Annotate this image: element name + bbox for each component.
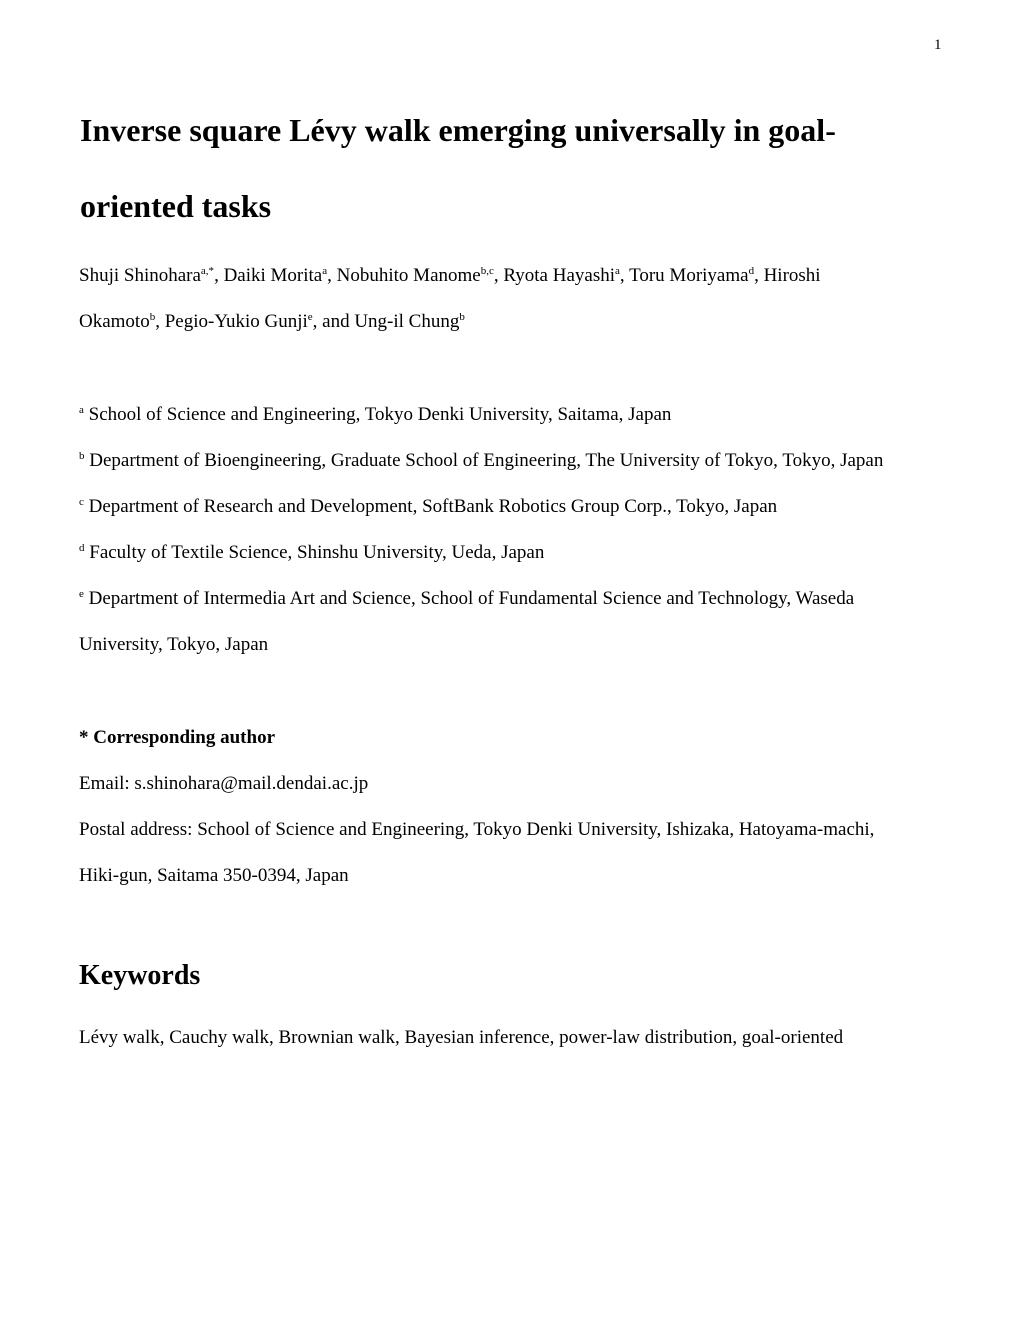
affiliation-label: c: [79, 496, 84, 508]
affiliation-d: [79, 541, 544, 565]
keywords-text: Lévy walk, Cauchy walk, Brownian walk, Bayesian inference, power-law distribution, goal-oriented: [79, 1027, 844, 1048]
title-line-1: Inverse square Lévy walk emerging universally in goal-: [80, 112, 836, 148]
author-name: Shuji Shinohara: [79, 265, 201, 286]
email-address: s.shinohara@mail.dendai.ac.jp: [134, 773, 369, 794]
postal-address-line-1: [79, 818, 874, 842]
affiliation-c: [79, 495, 777, 519]
author-affiliation-mark: e: [307, 311, 313, 323]
postal-label: Postal address:: [79, 819, 193, 840]
keywords-heading: Keywords: [79, 960, 201, 991]
author-affiliation-mark: d: [748, 265, 755, 277]
paper-title: [80, 92, 960, 244]
author-affiliation-mark: a: [322, 265, 328, 277]
affiliation-e-continuation: University, Tokyo, Japan: [79, 634, 269, 655]
affiliation-text: Department of Bioengineering, Graduate School of Engineering, The University of Tokyo, Tokyo, Japan: [89, 450, 884, 471]
author-affiliation-mark: a: [615, 265, 620, 277]
author-affiliation-mark: b: [149, 311, 156, 323]
affiliation-text: Department of Research and Development, SoftBank Robotics Group Corp., Tokyo, Japan: [88, 496, 778, 517]
affiliation-label: e: [79, 588, 84, 600]
affiliation-label: a: [79, 404, 84, 416]
author-name: Daiki Morita: [223, 265, 323, 286]
affiliation-e: [79, 587, 854, 611]
author-name: Nobuhito Manome: [336, 265, 481, 286]
author-line-2: Okamoto$^b$, Pegio-Yukio Gunji$^e$, and Ung-il Chung$^b$: [79, 311, 465, 332]
affiliation-a: [79, 403, 671, 427]
affiliation-b: [79, 449, 883, 473]
affiliation-label: d: [79, 542, 85, 554]
author-name: Ryota Hayashi: [503, 265, 615, 286]
author-affiliation-mark: b: [459, 311, 465, 323]
affiliation-label: b: [79, 450, 85, 462]
author-affiliation-mark: a,*: [200, 265, 215, 277]
author-name: Ung-il Chung: [354, 311, 460, 332]
author-name: Okamoto: [79, 311, 150, 332]
email-line: [79, 772, 368, 796]
page-number: 1: [934, 37, 942, 53]
corresponding-author-heading: * Corresponding author: [79, 727, 276, 748]
postal-address-line-2: Hiki-gun, Saitama 350-0394, Japan: [79, 865, 349, 886]
author-line-1: Shuji Shinohara$^{a,*}$, Daiki Morita$^a$, Nobuhito Manome$^{b,c}$, Ryota Hayashi$^a$, Toru Moriyama$^d$, Hiroshi: [79, 265, 821, 286]
author-name: Pegio-Yukio Gunji: [164, 311, 308, 332]
title-line-2: oriented tasks: [80, 188, 272, 224]
author-affiliation-mark: b,c: [480, 265, 494, 277]
affiliation-text: School of Science and Engineering, Tokyo Denki University, Saitama, Japan: [88, 404, 672, 425]
affiliation-text: Department of Intermedia Art and Science, School of Fundamental Science and Technology, Waseda: [88, 588, 855, 609]
email-label: Email:: [79, 773, 130, 794]
author-name: Toru Moriyama: [629, 265, 749, 286]
affiliation-text: Faculty of Textile Science, Shinshu University, Ueda, Japan: [89, 542, 545, 563]
postal-address-text: School of Science and Engineering, Tokyo Denki University, Ishizaka, Hatoyama-machi,: [197, 819, 875, 840]
